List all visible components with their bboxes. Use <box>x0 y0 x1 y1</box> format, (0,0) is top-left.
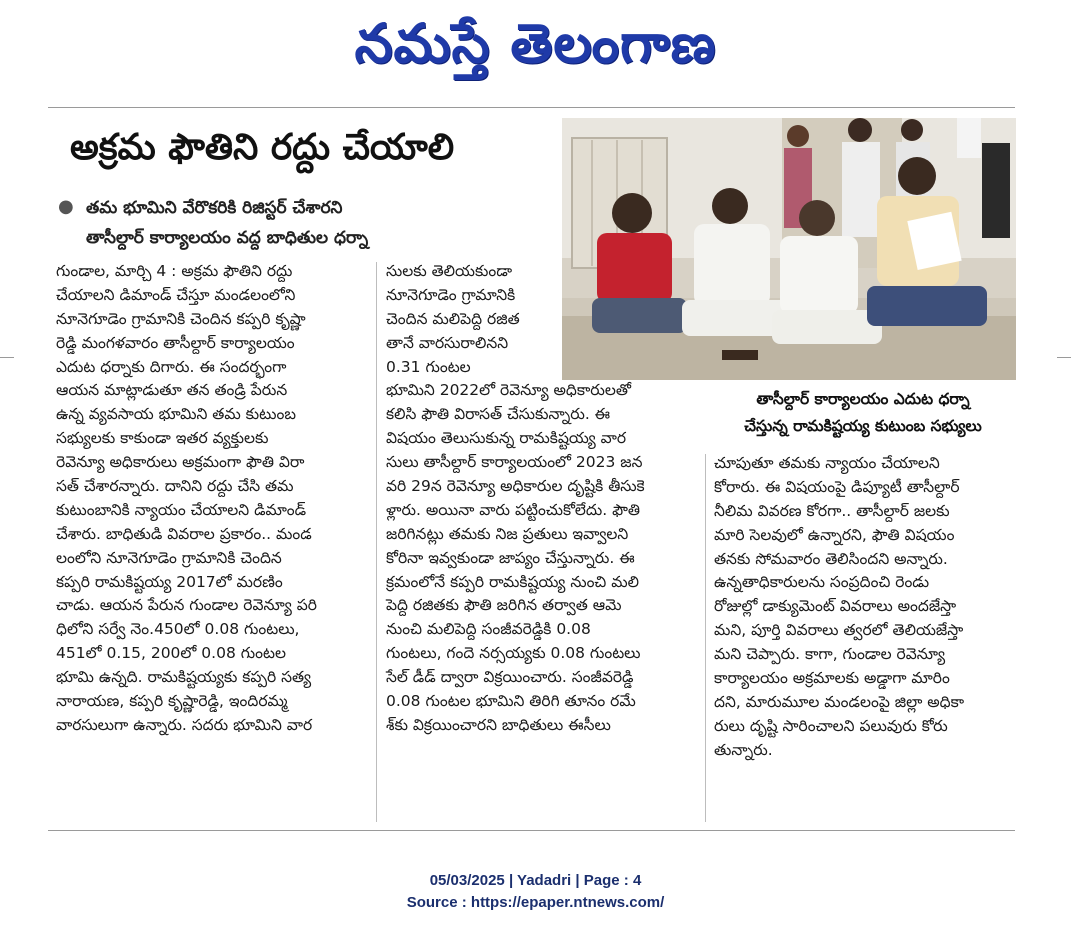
highlight-text <box>86 193 368 253</box>
body-line: భూమిని 2022లో రెవెన్యూ అధికారులతో <box>386 381 631 400</box>
body-line: చెందిన మలిపెద్ది రజిత <box>386 309 520 328</box>
body-line: రోజుల్లో డాక్యుమెంట్ వివరాలు అందజేస్తా <box>714 597 957 616</box>
body-line: క్రమంలోనే కప్పరి రామకిష్టయ్య నుంచి మలి <box>386 572 639 591</box>
caption-line: చేస్తున్న రామకిష్టయ్య కుటుంబ సభ్యులు <box>744 417 982 435</box>
body-line: విషయం తెలుసుకున్న రామకిష్టయ్య వార <box>386 429 627 448</box>
body-line: నుంచి మలిపెద్ది సంజీవరెడ్డికి 0.08 <box>386 620 591 639</box>
column-divider <box>705 454 706 822</box>
article-headline: అక్రమ ఫౌతిని రద్దు చేయాలి <box>70 127 455 168</box>
body-line: 0.31 గుంటల <box>386 357 471 376</box>
body-line: రెవెన్యూ అధికారులు అక్రమంగా ఫౌతి విరా <box>56 453 305 472</box>
body-line: వారసులుగా ఉన్నారు. సదరు భూమిని వార <box>56 715 313 734</box>
body-line: నూనెగూడెం గ్రామానికి చెందిన కప్పరి కృష్ణా <box>56 309 306 328</box>
caption-line: తాసీల్దార్ కార్యాలయం ఎదుట ధర్నా <box>756 390 970 408</box>
body-line: పెద్ది రజితకు ఫౌతి జరిగిన తర్వాత ఆమె <box>386 596 622 615</box>
body-line: చాడు. ఆయన పేరున గుండాల రెవెన్యూ పరి <box>56 596 317 615</box>
body-line: కోరారు. ఈ విషయంపై డిప్యూటీ తాసీల్దార్ <box>714 477 960 496</box>
body-line: కోరినా ఇవ్వకుండా జాప్యం చేస్తున్నారు. ఈ <box>386 548 635 567</box>
body-line: ఉన్నతాధికారులను సంప్రదించి రెండు <box>714 573 930 592</box>
body-line: కలిసి ఫౌతి విరాసత్ చేసుకున్నారు. ఈ <box>386 405 611 424</box>
column-divider <box>376 262 377 822</box>
body-line: సత్ చేశారన్నారు. దానిని రద్దు చేసి తమ <box>56 477 294 496</box>
body-line: మారి సెలవులో ఉన్నారని, ఫౌతి విషయం <box>714 525 955 544</box>
article-column-3 <box>714 452 1014 763</box>
body-line: సులకు తెలియకుండా <box>386 262 513 280</box>
right-margin-tick <box>1057 357 1071 358</box>
bottom-rule <box>48 830 1015 831</box>
body-line: మని చెప్పారు. కాగా, గుండాల రెవెన్యూ <box>714 645 946 664</box>
top-rule <box>48 107 1015 108</box>
body-line: సేల్ డీడ్ ద్వారా విక్రయించారు. సంజీవరెడ్డి <box>386 668 634 687</box>
body-line: గుంటలు, గందె నర్సయ్యకు 0.08 గుంటలు <box>386 644 641 663</box>
article-highlights <box>58 193 558 253</box>
body-line: ఎదుట ధర్నాకు దిగారు. ఈ సందర్భంగా <box>56 357 287 376</box>
body-line: గుండాల, మార్చి 4 : అక్రమ ఫౌతిని రద్దు <box>56 262 293 280</box>
body-line: సభ్యులకు కాకుండా ఇతర వ్యక్తులకు <box>56 429 269 448</box>
body-line: రులు దృష్టి సారించాలని పలువురు కోరు <box>714 716 948 735</box>
body-line: చేశారు. బాధితుడి వివరాల ప్రకారం.. మండ <box>56 524 312 543</box>
body-line: తానే వారసురాలినని <box>386 333 509 352</box>
body-line: ఉన్న వ్యవసాయ భూమిని తమ కుటుంబ <box>56 405 296 424</box>
body-line: భూమి ఉన్నది. రామకిష్టయ్యకు కప్పరి సత్య <box>56 668 312 687</box>
body-line: చూపుతూ తమకు న్యాయం చేయాలని <box>714 454 940 472</box>
body-line: తున్నారు. <box>714 740 773 759</box>
article-column-1 <box>56 260 368 738</box>
body-line: ధిలోని సర్వే నెం.450లో 0.08 గుంటలు, <box>56 620 300 639</box>
masthead <box>0 0 1071 100</box>
highlight-line: తాసీల్దార్ కార్యాలయం వద్ద బాధితుల ధర్నా <box>86 228 369 248</box>
body-line: లంలోని నూనెగూడెం గ్రామానికి చెందిన <box>56 548 282 567</box>
body-line: ళ్లారు. అయినా వారు పట్టించుకోలేదు. ఫౌతి <box>386 500 640 519</box>
photo-caption <box>708 386 1018 440</box>
article-column-2 <box>386 260 696 738</box>
body-line: ఆయన మాట్లాడుతూ తన తండ్రి పేరున <box>56 381 288 400</box>
page-footer <box>0 870 1071 914</box>
body-line: శ్‌కు విక్రయించారని బాధితులు ఈసీలు <box>386 715 611 734</box>
body-line: కార్యాలయం అక్రమాలకు అడ్డాగా మారిం <box>714 669 950 688</box>
body-line: జరిగినట్లు తమకు నిజ ప్రతులు ఇవ్వాలని <box>386 524 629 543</box>
body-line: మని, పూర్తి వివరాలు త్వరలో తెలియజేస్తా <box>714 621 964 640</box>
footer-source-link[interactable]: Source : https://epaper.ntnews.com/ <box>406 894 665 911</box>
body-line: తనకు సోమవారం తెలిసిందని అన్నారు. <box>714 549 948 568</box>
footer-date-edition: 05/03/2025 | Yadadri | Page : 4 <box>429 872 642 889</box>
body-line: కుటుంబానికి న్యాయం చేయాలని డిమాండ్ <box>56 500 307 519</box>
bullet-icon: ● <box>58 196 74 217</box>
body-line: దని, మారుమూల మండలంపై జిల్లా అధికా <box>714 692 965 711</box>
body-line: వరి 29న రెవెన్యూ అధికారుల దృష్టికి తీసుకె <box>386 477 645 496</box>
body-line: 0.08 గుంటల భూమిని తిరిగి తూనం రమే <box>386 692 636 711</box>
highlight-line: తమ భూమిని వేరొకరికి రిజిస్టర్ చేశారని <box>86 198 343 218</box>
body-line: 451లో 0.15, 200లో 0.08 గుంటల <box>56 644 286 663</box>
body-line: కప్పరి రామకిష్టయ్య 2017లో మరణిం <box>56 572 283 591</box>
body-line: నూనెగూడెం గ్రామానికి <box>386 285 516 304</box>
body-line: సులు తాసీల్దార్ కార్యాలయంలో 2023 జన <box>386 453 643 472</box>
body-line: నీలిమ వివరణ కోరగా.. తాసీల్దార్ జలకు <box>714 501 950 520</box>
newspaper-logo: నమస్తే తెలంగాణ <box>354 11 717 75</box>
body-line: రెడ్డి మంగళవారం తాసీల్దార్ కార్యాలయం <box>56 333 295 352</box>
left-margin-tick <box>0 357 14 358</box>
highlight-item <box>58 193 558 253</box>
body-line: చేయాలని డిమాండ్ చేస్తూ మండలంలోని <box>56 285 296 304</box>
body-line: నారాయణ, కప్పరి కృష్ణారెడ్డి, ఇందిరమ్మ <box>56 692 288 711</box>
